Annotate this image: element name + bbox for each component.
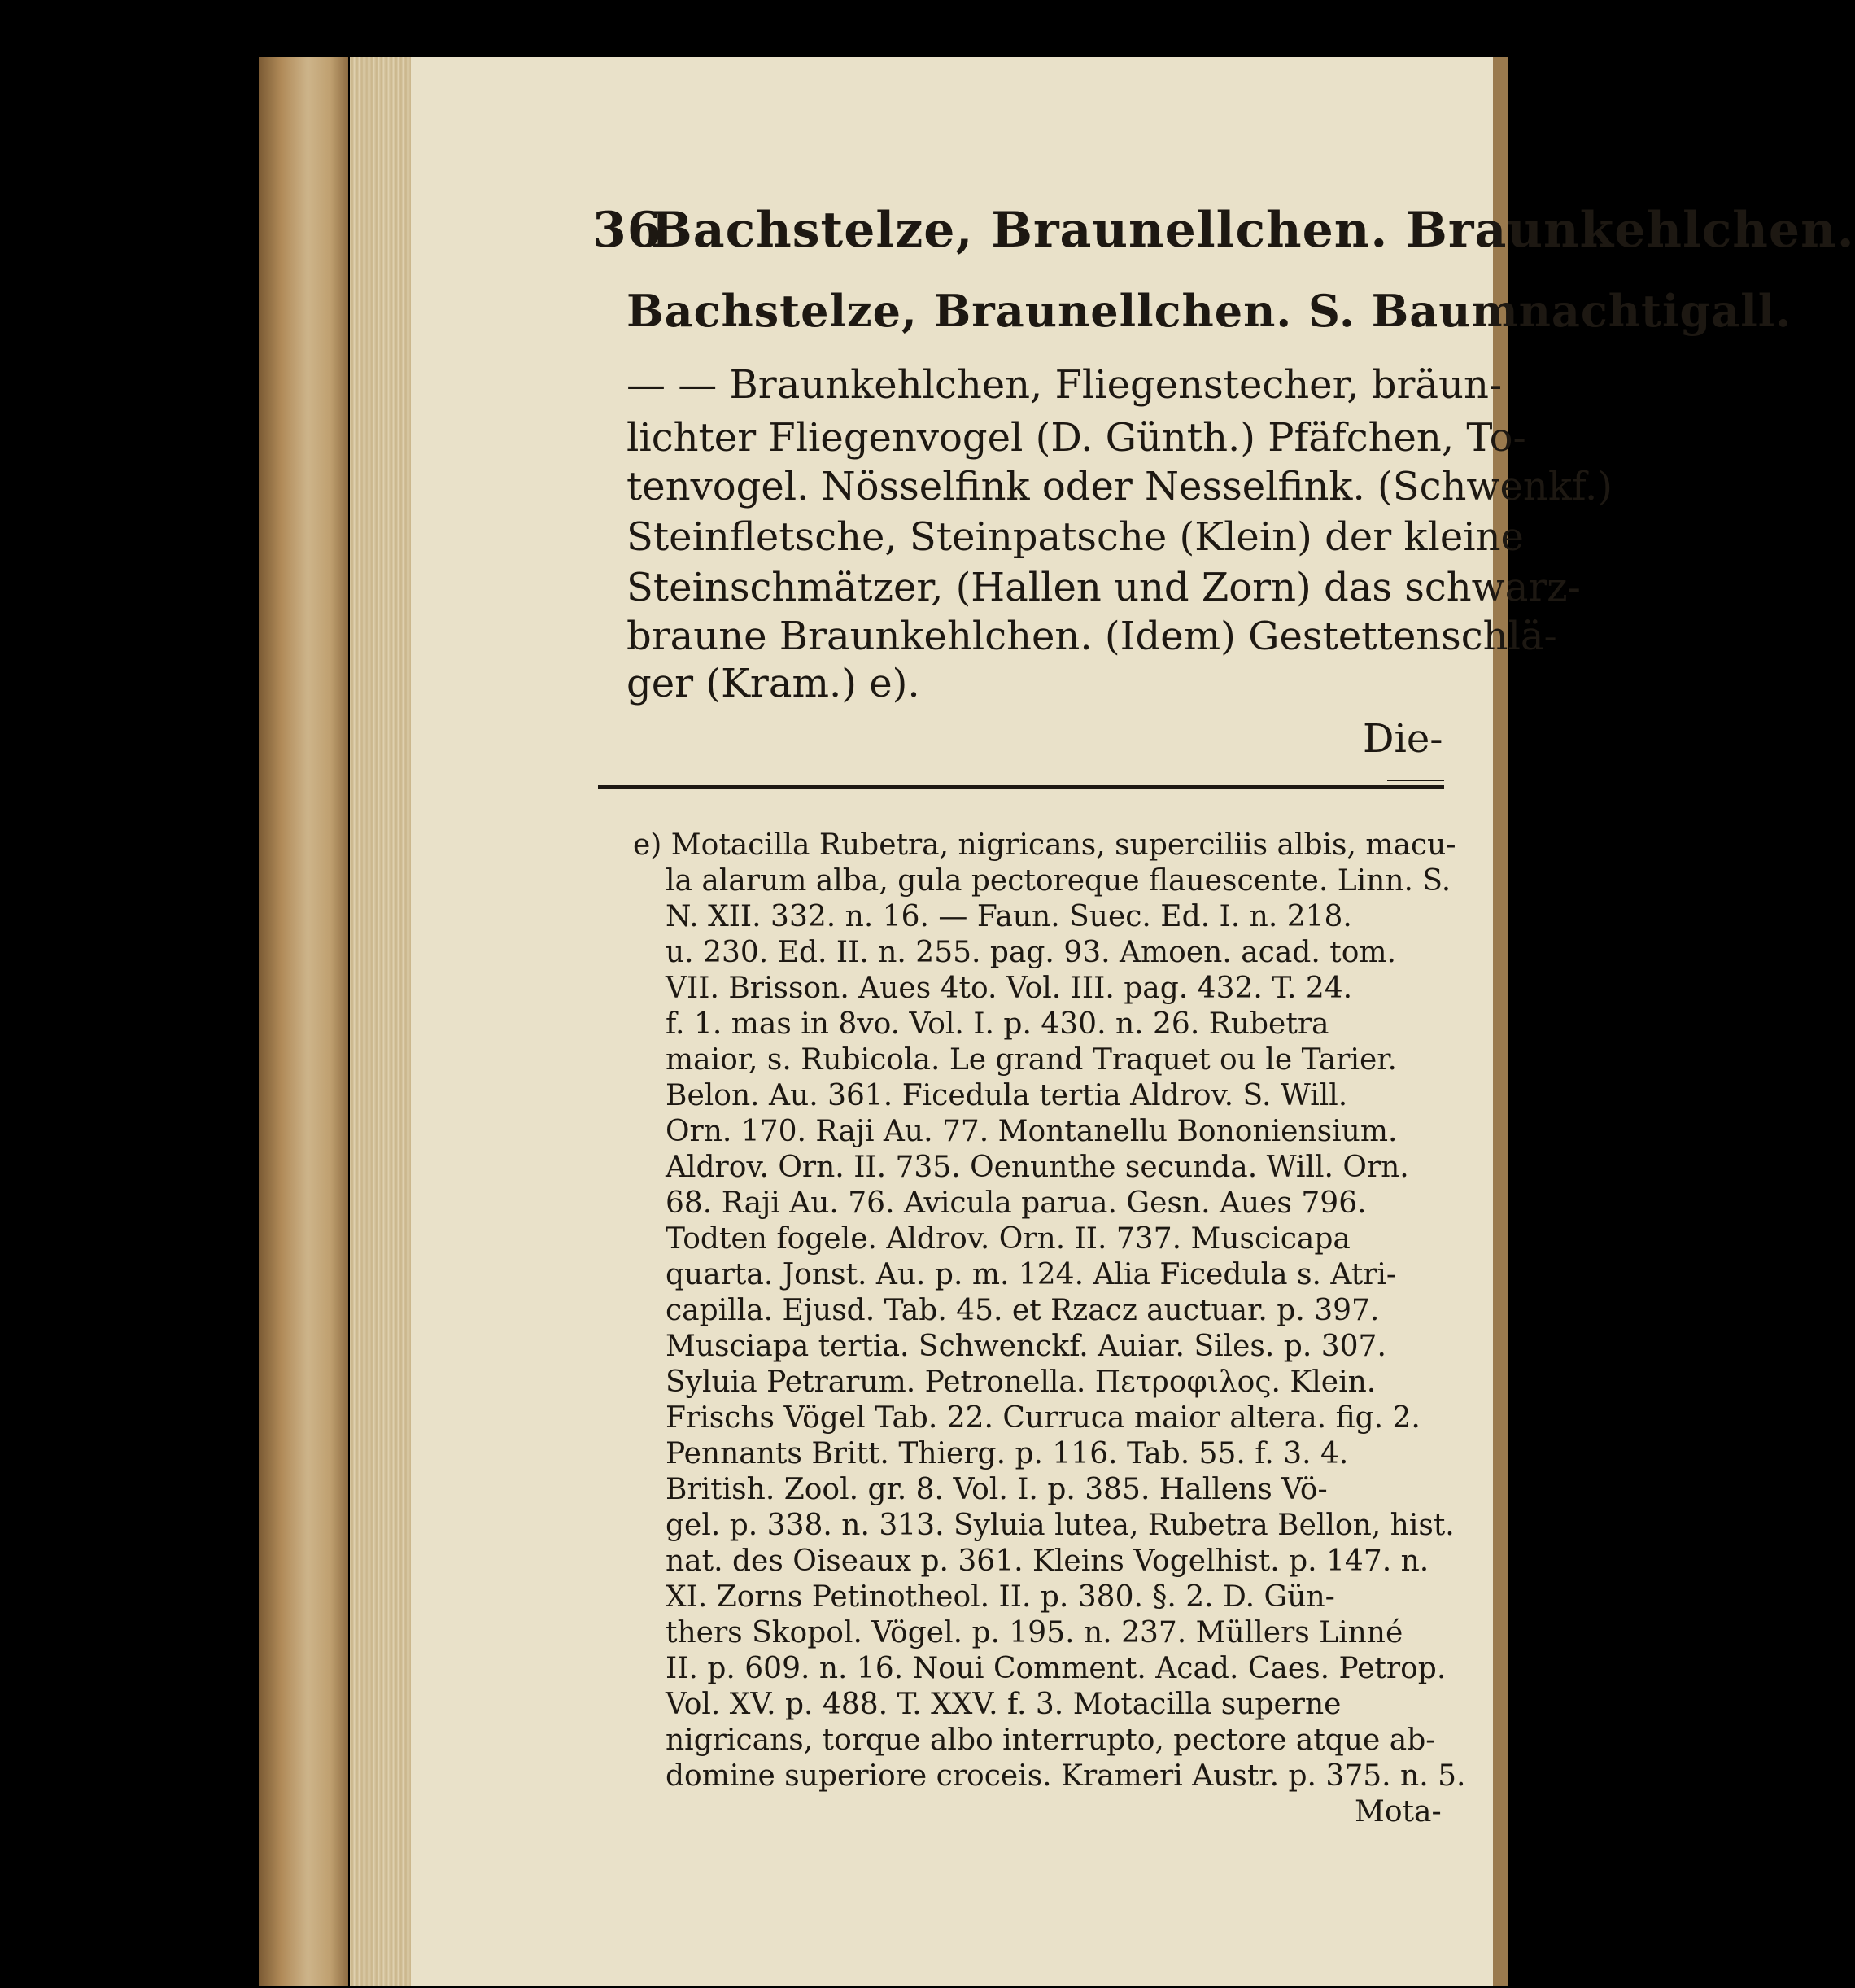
footnote-line: u. 230. Ed. II. n. 255. pag. 93. Amoen. acad. tom. bbox=[666, 936, 1396, 969]
footnote-line: Vol. XV. p. 488. T. XXV. f. 3. Motacilla superne bbox=[666, 1688, 1342, 1721]
footnote-line: VII. Brisson. Aues 4to. Vol. III. pag. 432. T. 24. bbox=[666, 972, 1353, 1005]
footnote-line: Todten fogele. Aldrov. Orn. II. 737. Muscicapa bbox=[666, 1222, 1351, 1256]
footnote-line: 68. Raji Au. 76. Avicula parua. Gesn. Aues 796. bbox=[666, 1186, 1367, 1220]
main-text-line: ger (Kram.) e). bbox=[626, 661, 920, 706]
footnote-line: Belon. Au. 361. Ficedula tertia Aldrov. S. Will. bbox=[666, 1079, 1348, 1112]
footnote-line: thers Skopol. Vögel. p. 195. n. 237. Müllers Linné bbox=[666, 1616, 1403, 1649]
footnote-line: f. 1. mas in 8vo. Vol. I. p. 430. n. 26. Rubetra bbox=[666, 1007, 1329, 1041]
footnote-line: Pennants Britt. Thierg. p. 116. Tab. 55. f. 3. 4. bbox=[666, 1437, 1349, 1470]
footnote-line: maior, s. Rubicola. Le grand Traquet ou le Tarier. bbox=[666, 1043, 1397, 1077]
footnote-line: la alarum alba, gula pectoreque flauescente. Linn. S. bbox=[666, 864, 1451, 898]
entry-heading: Bachstelze, Braunellchen. S. Baumnachtigall. bbox=[626, 285, 1792, 337]
catchword: Die- bbox=[1363, 716, 1443, 762]
footnote-line: domine superiore croceis. Krameri Austr. p. 375. n. 5. bbox=[666, 1759, 1466, 1793]
footnote-line: Aldrov. Orn. II. 735. Oenunthe secunda. Will. Orn. bbox=[666, 1151, 1409, 1184]
footnote-line: gel. p. 338. n. 313. Syluia lutea, Rubetra Bellon, hist. bbox=[666, 1509, 1455, 1542]
main-text-line: braune Braunkehlchen. (Idem) Gestettenschlä- bbox=[626, 614, 1557, 659]
footnote-line: Orn. 170. Raji Au. 77. Montanellu Bononiensium. bbox=[666, 1115, 1398, 1148]
footnote-line: quarta. Jonst. Au. p. m. 124. Alia Ficedula s. Atri- bbox=[666, 1258, 1397, 1291]
footnote-catchword: Mota- bbox=[1355, 1795, 1442, 1829]
main-text-line: lichter Fliegenvogel (D. Günth.) Pfäfchen, To- bbox=[626, 415, 1526, 461]
footnote-line: N. XII. 332. n. 16. — Faun. Suec. Ed. I. n. 218. bbox=[666, 900, 1352, 933]
footnote-line: Frischs Vögel Tab. 22. Curruca maior altera. fig. 2. bbox=[666, 1401, 1421, 1435]
footnote-line: II. p. 609. n. 16. Noui Comment. Acad. Caes. Petrop. bbox=[666, 1652, 1447, 1685]
main-text-line: Steinschmätzer, (Hallen und Zorn) das schwarz- bbox=[626, 565, 1581, 610]
footnote-line: British. Zool. gr. 8. Vol. I. p. 385. Hallens Vö- bbox=[666, 1473, 1328, 1506]
book-page-stack bbox=[350, 57, 415, 1986]
footnote-line: Musciapa tertia. Schwenckf. Auiar. Siles. p. 307. bbox=[666, 1330, 1386, 1363]
footnote-line: nat. des Oiseaux p. 361. Kleins Vogelhist. p. 147. n. bbox=[666, 1545, 1429, 1578]
page-number: 36 bbox=[592, 202, 662, 259]
footnote-line: capilla. Ejusd. Tab. 45. et Rzacz auctuar. p. 397. bbox=[666, 1294, 1380, 1327]
footnote-line: Syluia Petrarum. Petronella. Πετροφιλος. Klein. bbox=[666, 1365, 1377, 1399]
main-text-line: tenvogel. Nösselfink oder Nesselfink. (Schwenkf.) bbox=[626, 464, 1613, 509]
book-page-edge bbox=[259, 57, 348, 1986]
running-head-title: Bachstelze, Braunellchen. Braunkehlchen. bbox=[651, 202, 1855, 259]
footnote-line: e) Motacilla Rubetra, nigricans, superciliis albis, macu- bbox=[633, 828, 1456, 862]
main-text-line: — — Braunkehlchen, Fliegenstecher, bräun- bbox=[626, 362, 1503, 408]
footnote-rule bbox=[598, 785, 1444, 789]
footnote-line: XI. Zorns Petinotheol. II. p. 380. §. 2. D. Gün- bbox=[666, 1580, 1335, 1614]
footnote-line: nigricans, torque albo interrupto, pectore atque ab- bbox=[666, 1724, 1436, 1757]
footnote-rule-end bbox=[1387, 780, 1444, 781]
main-text-line: Steinfletsche, Steinpatsche (Klein) der kleine bbox=[626, 514, 1524, 560]
